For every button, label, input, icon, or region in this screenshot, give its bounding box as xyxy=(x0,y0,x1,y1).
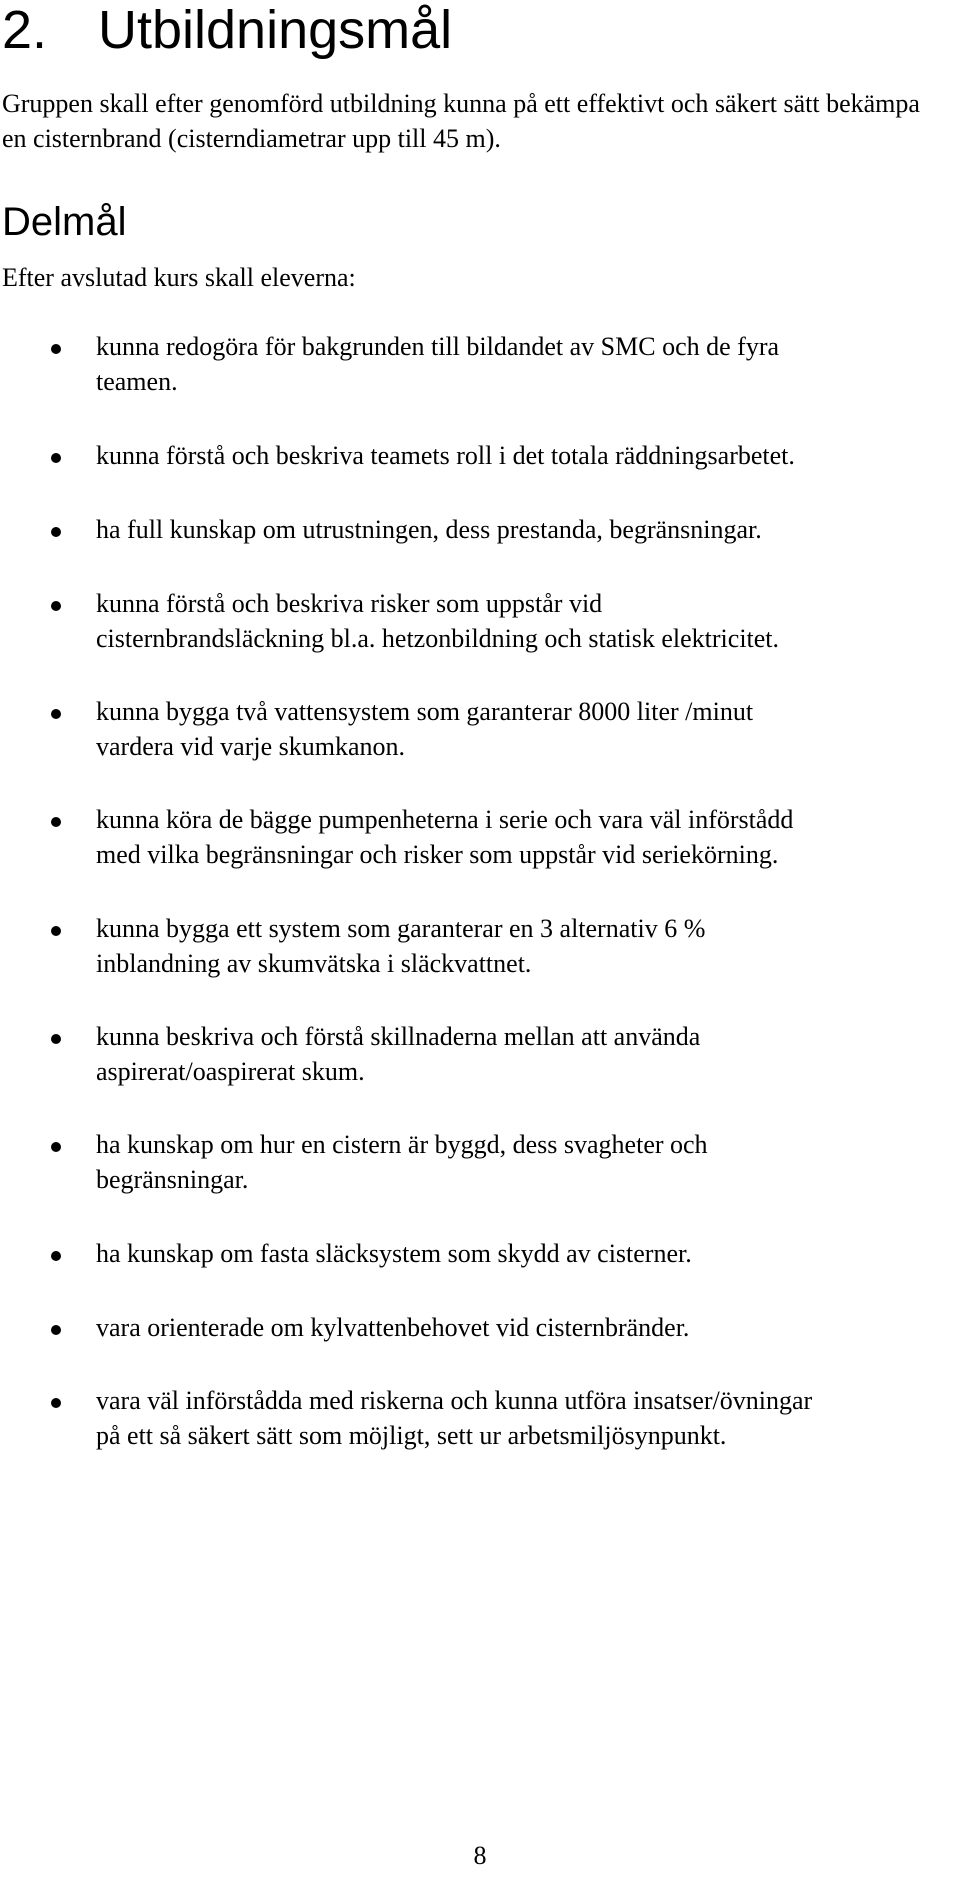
bullet-icon xyxy=(51,1142,61,1152)
bullet-icon xyxy=(51,1398,61,1408)
list-item-line: på ett så säkert sätt som möjligt, sett ur arbetsmiljösynpunkt. xyxy=(96,1421,727,1450)
bullet-icon xyxy=(51,453,61,463)
list-item-text xyxy=(96,438,958,473)
list-item-text xyxy=(96,586,958,656)
list-item-line: ha kunskap om hur en cistern är byggd, dess svagheter och xyxy=(96,1130,708,1159)
bullet-icon xyxy=(51,1325,61,1335)
subsection-lead: Efter avslutad kurs skall eleverna: xyxy=(2,263,356,292)
list-item-line: kunna köra de bägge pumpenheterna i serie och vara väl införstådd xyxy=(96,805,794,834)
list-item-text xyxy=(96,1127,958,1197)
list-item-line: aspirerat/oaspirerat skum. xyxy=(96,1057,365,1086)
list-item-text xyxy=(96,1383,958,1453)
list-item-text xyxy=(96,1019,958,1089)
list-item-line: cisternbrandsläckning bl.a. hetzonbildning och statisk elektricitet. xyxy=(96,624,780,653)
list-item-line: vardera vid varje skumkanon. xyxy=(96,732,406,761)
list-item-line: kunna bygga ett system som garanterar en 3 alternativ 6 % xyxy=(96,914,706,943)
list-item-text xyxy=(96,694,958,764)
section-title: Utbildningsmål xyxy=(98,0,453,60)
list-item-line: kunna förstå och beskriva risker som uppstår vid xyxy=(96,589,603,618)
list-item-line: ha full kunskap om utrustningen, dess prestanda, begränsningar. xyxy=(96,515,762,544)
list-item-text xyxy=(96,1236,958,1271)
list-item-line: kunna beskriva och förstå skillnaderna mellan att använda xyxy=(96,1022,701,1051)
list-item-line: kunna förstå och beskriva teamets roll i det totala räddningsarbetet. xyxy=(96,441,795,470)
list-item-line: kunna redogöra för bakgrunden till bildandet av SMC och de fyra xyxy=(96,332,780,361)
bullet-icon xyxy=(51,817,61,827)
list-item-text xyxy=(96,512,958,547)
section-intro: Gruppen skall efter genomförd utbildning kunna på ett effektivt och säkert sätt bekämpa en cisternbrand (cisterndiametrar upp till 45 m). xyxy=(2,89,920,153)
bullet-icon xyxy=(51,527,61,537)
section-heading xyxy=(2,0,452,60)
list-item-text xyxy=(96,329,958,399)
section-number: 2. xyxy=(2,0,48,60)
list-item-text xyxy=(96,1310,958,1345)
bullet-icon xyxy=(51,1251,61,1261)
page-number: 8 xyxy=(473,1841,487,1870)
list-item-line: vara väl införstådda med riskerna och kunna utföra insatser/övningar xyxy=(96,1386,813,1415)
list-item-line: ha kunskap om fasta släcksystem som skydd av cisterner. xyxy=(96,1239,692,1268)
bullet-icon xyxy=(51,344,61,354)
list-item-text xyxy=(96,802,958,872)
list-item-line: inblandning av skumvätska i släckvattnet. xyxy=(96,949,532,978)
list-item-line: begränsningar. xyxy=(96,1165,249,1194)
bullet-icon xyxy=(51,926,61,936)
list-item-text xyxy=(96,911,958,981)
list-item-line: kunna bygga två vattensystem som garanterar 8000 liter /minut xyxy=(96,697,754,726)
bullet-icon xyxy=(51,1034,61,1044)
list-item-line: teamen. xyxy=(96,367,178,396)
list-item-line: vara orienterade om kylvattenbehovet vid cisternbränder. xyxy=(96,1313,690,1342)
bullet-icon xyxy=(51,601,61,611)
list-item-line: med vilka begränsningar och risker som uppstår vid seriekörning. xyxy=(96,840,779,869)
subsection-title: Delmål xyxy=(2,200,127,244)
bullet-icon xyxy=(51,709,61,719)
